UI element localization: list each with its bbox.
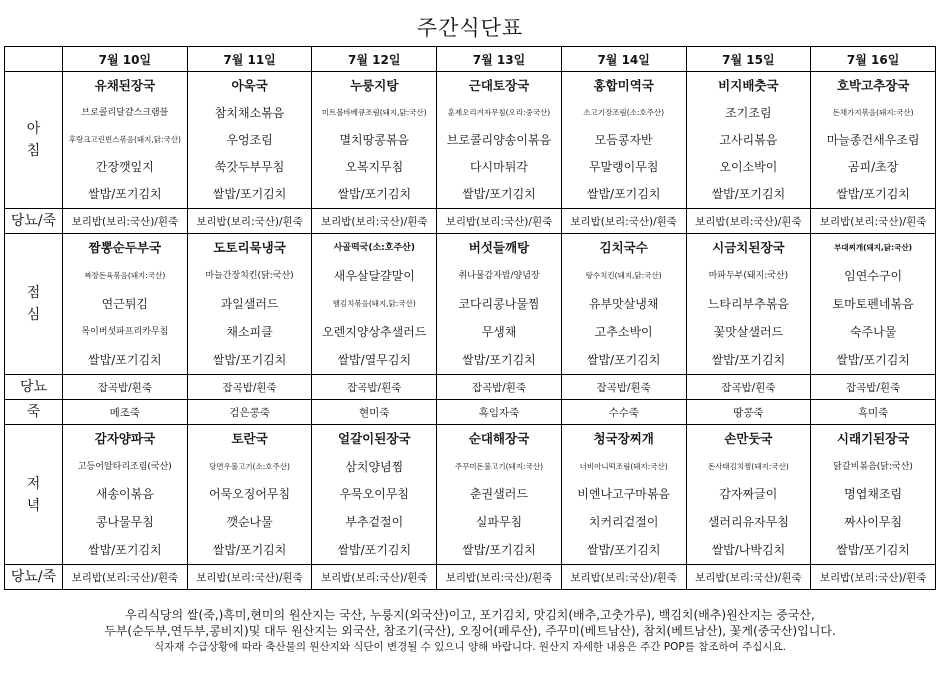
menu-item: 쌀밥/포기김치 bbox=[586, 543, 661, 558]
label-char: 심 bbox=[26, 307, 41, 323]
weekly-menu-table bbox=[4, 46, 936, 590]
menu-item: 모듬콩자반 bbox=[594, 132, 653, 147]
menu-item: 쌀밥/포기김치 bbox=[462, 353, 536, 367]
corner-cell bbox=[5, 47, 63, 72]
menu-item: 토마토펜네볶음 bbox=[832, 297, 914, 311]
main-dish: 얼갈이된장국 bbox=[338, 431, 411, 446]
dinner-porridge-label: 당뇨/죽 bbox=[5, 565, 63, 590]
breakfast-cell bbox=[561, 72, 686, 209]
menu-item: 쌀밥/포기김치 bbox=[212, 187, 287, 202]
menu-item: 오복지무침 bbox=[345, 160, 404, 175]
menu-item: 짜사이무침 bbox=[844, 515, 903, 530]
lunch-porridge-cell: 검은콩죽 bbox=[187, 400, 312, 425]
main-dish: 아욱국 bbox=[231, 78, 268, 93]
breakfast-porridge-cell: 보리밥(보리:국산)/흰죽 bbox=[811, 209, 936, 234]
menu-item: 쑥갓두부무침 bbox=[214, 160, 285, 175]
lunch-diabetic-cell: 잡곡밥/흰죽 bbox=[561, 375, 686, 400]
menu-item: 취나물감자밥/양념장 bbox=[458, 271, 540, 281]
lunch-diabetic-label: 당뇨 bbox=[5, 375, 63, 400]
lunch-porridge-cell: 흑임자죽 bbox=[437, 400, 562, 425]
menu-item: 쌀밥/포기김치 bbox=[586, 353, 661, 367]
lunch-porridge-cell: 수수죽 bbox=[561, 400, 686, 425]
menu-item: 무말랭이무침 bbox=[588, 160, 659, 175]
menu-item: 마늘간장치킨(닭:국산) bbox=[205, 271, 294, 281]
breakfast-porridge-cell: 보리밥(보리:국산)/흰죽 bbox=[63, 209, 188, 234]
menu-item: 후랑크고린빈스볶음(돼지,닭:국산) bbox=[68, 134, 181, 144]
dinner-porridge-cell: 보리밥(보리:국산)/흰죽 bbox=[312, 565, 437, 590]
menu-item: 쌀밥/포기김치 bbox=[88, 353, 162, 367]
day-header: 7월 14일 bbox=[561, 47, 686, 72]
menu-item: 소고기장조림(소:호주산) bbox=[583, 107, 665, 117]
label-char: 저 bbox=[26, 475, 41, 492]
main-dish: 시금치된장국 bbox=[712, 241, 785, 255]
menu-item: 임연수구이 bbox=[844, 269, 903, 283]
header-row bbox=[5, 47, 936, 72]
menu-item: 숙주나물 bbox=[849, 325, 897, 339]
day-header: 7월 11일 bbox=[187, 47, 312, 72]
dinner-label bbox=[5, 425, 63, 565]
dinner-porridge-cell: 보리밥(보리:국산)/흰죽 bbox=[686, 565, 811, 590]
menu-item: 비엔나고구마볶음 bbox=[577, 487, 671, 502]
lunch-porridge-cell: 메조죽 bbox=[63, 400, 188, 425]
main-dish: 홍합미역국 bbox=[593, 78, 654, 93]
menu-item: 쌀밥/열무김치 bbox=[337, 353, 412, 367]
label-char: 녁 bbox=[26, 497, 41, 514]
menu-item: 실파무침 bbox=[475, 515, 523, 530]
breakfast-porridge-cell: 보리밥(보리:국산)/흰죽 bbox=[437, 209, 562, 234]
menu-item: 오이소박이 bbox=[719, 160, 778, 175]
lunch-diabetic-row bbox=[5, 375, 936, 400]
menu-item: 쌀밥/포기김치 bbox=[711, 353, 786, 367]
breakfast-cell bbox=[63, 72, 188, 209]
menu-item: 무생채 bbox=[481, 325, 517, 339]
dinner-cell bbox=[561, 425, 686, 565]
lunch-cell bbox=[63, 234, 188, 375]
main-dish: 부대찌개(돼지,닭:국산) bbox=[834, 243, 913, 252]
main-dish: 사골떡국(소:호주산) bbox=[333, 243, 415, 253]
dinner-porridge-cell: 보리밥(보리:국산)/흰죽 bbox=[811, 565, 936, 590]
menu-item: 햄김치볶음(돼지,닭:국산) bbox=[332, 299, 416, 308]
breakfast-porridge-row bbox=[5, 209, 936, 234]
menu-item: 너비아니떡조림(돼지:국산) bbox=[579, 461, 668, 471]
main-dish: 순대해장국 bbox=[468, 431, 530, 446]
main-dish: 시래기된장국 bbox=[836, 431, 910, 446]
menu-item: 부추겉절이 bbox=[345, 515, 404, 530]
menu-item: 쌀밥/나박김치 bbox=[711, 543, 786, 558]
menu-item: 다시마튀각 bbox=[469, 160, 528, 175]
menu-item: 명엽채조림 bbox=[844, 487, 903, 502]
menu-item: 주꾸미돈불고기(돼지:국산) bbox=[454, 461, 543, 471]
main-dish: 김치국수 bbox=[599, 241, 648, 255]
menu-item: 브로콜리달걀스크램블 bbox=[81, 107, 169, 118]
breakfast-cell bbox=[187, 72, 312, 209]
origin-line-2: 두부(순두부,연두부,콩비지)및 대두 원산지는 외국산, 참조기(국산), 오징어(페루산), 주꾸미(베트남산), 참치(베트남산), 꽃게(중국산)입니다. bbox=[104, 624, 836, 638]
menu-item: 쌀밥/포기김치 bbox=[836, 353, 910, 367]
dinner-cell bbox=[312, 425, 437, 565]
menu-item: 쌀밥/포기김치 bbox=[711, 187, 786, 202]
main-dish: 손만둣국 bbox=[724, 431, 773, 446]
menu-item: 코다리콩나물찜 bbox=[458, 297, 540, 311]
breakfast-row bbox=[5, 72, 936, 209]
lunch-porridge-row bbox=[5, 400, 936, 425]
lunch-label bbox=[5, 234, 63, 375]
menu-item: 감자짜글이 bbox=[719, 487, 778, 502]
lunch-cell bbox=[561, 234, 686, 375]
breakfast-porridge-label: 당뇨/죽 bbox=[5, 209, 63, 234]
day-header: 7월 13일 bbox=[437, 47, 562, 72]
menu-item: 돈채가지볶음(돼지:국산) bbox=[832, 107, 914, 117]
lunch-diabetic-cell: 잡곡밥/흰죽 bbox=[686, 375, 811, 400]
lunch-row bbox=[5, 234, 936, 375]
menu-item: 우엉조림 bbox=[226, 132, 273, 147]
menu-item: 새송이볶음 bbox=[95, 487, 154, 502]
main-dish: 청국장찌개 bbox=[593, 431, 654, 446]
menu-item: 쌀밥/포기김치 bbox=[462, 543, 536, 558]
menu-item: 미트볼바베큐조림(돼지,닭:국산) bbox=[321, 107, 427, 117]
menu-item: 멸치땅콩볶음 bbox=[339, 132, 410, 147]
menu-item: 간장깻잎지 bbox=[95, 160, 154, 175]
dinner-cell bbox=[437, 425, 562, 565]
breakfast-porridge-cell: 보리밥(보리:국산)/흰죽 bbox=[561, 209, 686, 234]
lunch-porridge-cell: 땅콩죽 bbox=[686, 400, 811, 425]
menu-item: 마파두부(돼지:국산) bbox=[708, 271, 789, 281]
main-dish: 감자양파국 bbox=[94, 431, 156, 446]
menu-item: 쌀밥/포기김치 bbox=[462, 187, 536, 202]
menu-item: 꽃맛살샐러드 bbox=[713, 325, 784, 339]
main-dish: 비지배춧국 bbox=[718, 78, 779, 93]
dinner-cell bbox=[811, 425, 936, 565]
lunch-cell bbox=[312, 234, 437, 375]
menu-item: 유부맛살냉채 bbox=[588, 297, 659, 311]
main-dish: 짬뽕순두부국 bbox=[88, 241, 162, 255]
menu-item: 쌀밥/포기김치 bbox=[337, 543, 412, 558]
menu-item: 깻순나물 bbox=[226, 515, 273, 530]
main-dish: 근대토장국 bbox=[468, 78, 530, 93]
day-header: 7월 12일 bbox=[312, 47, 437, 72]
change-notice: 식자재 수급상황에 따라 축산물의 원산지와 식단이 변경될 수 있으니 양해 바랍니다. 원산지 자세한 내용은 주간 POP를 참조하여 주십시요. bbox=[153, 641, 787, 653]
lunch-cell bbox=[686, 234, 811, 375]
dinner-porridge-cell: 보리밥(보리:국산)/흰죽 bbox=[187, 565, 312, 590]
menu-item: 샐러리유자무침 bbox=[707, 515, 789, 530]
main-dish: 버섯들깨탕 bbox=[468, 241, 530, 255]
breakfast-label bbox=[5, 72, 63, 209]
menu-item: 참치채소볶음 bbox=[214, 105, 285, 120]
lunch-diabetic-cell: 잡곡밥/흰죽 bbox=[437, 375, 562, 400]
lunch-porridge-label: 죽 bbox=[5, 400, 63, 425]
menu-item: 어묵오징어무침 bbox=[208, 487, 291, 502]
dinner-cell bbox=[686, 425, 811, 565]
main-dish: 유채된장국 bbox=[94, 78, 156, 93]
breakfast-porridge-cell: 보리밥(보리:국산)/흰죽 bbox=[187, 209, 312, 234]
menu-item: 돈사태김치찜(돼지:국산) bbox=[707, 461, 789, 471]
menu-item: 탕수치킨(돼지,닭:국산) bbox=[585, 271, 662, 280]
menu-item: 고등어알타리조림(국산) bbox=[77, 461, 172, 472]
lunch-diabetic-cell: 잡곡밥/흰죽 bbox=[63, 375, 188, 400]
menu-item: 고추소박이 bbox=[594, 325, 653, 339]
menu-item: 우묵오이무침 bbox=[339, 487, 410, 502]
menu-item: 치커리겉절이 bbox=[588, 515, 659, 530]
lunch-cell bbox=[437, 234, 562, 375]
menu-item: 쌀밥/포기김치 bbox=[88, 543, 162, 558]
menu-item: 쌀밥/포기김치 bbox=[586, 187, 661, 202]
menu-item: 쌀밥/포기김치 bbox=[337, 187, 412, 202]
menu-item: 채소피클 bbox=[226, 325, 273, 339]
lunch-cell bbox=[811, 234, 936, 375]
menu-item: 고사리볶음 bbox=[719, 132, 778, 147]
menu-item: 훈제오리겨자무침(오리:중국산) bbox=[447, 107, 551, 117]
label-char: 점 bbox=[26, 285, 41, 301]
breakfast-porridge-cell: 보리밥(보리:국산)/흰죽 bbox=[312, 209, 437, 234]
menu-item: 목이버섯파프리카무침 bbox=[81, 327, 169, 337]
dinner-porridge-cell: 보리밥(보리:국산)/흰죽 bbox=[561, 565, 686, 590]
lunch-diabetic-cell: 잡곡밥/흰죽 bbox=[187, 375, 312, 400]
day-header: 7월 16일 bbox=[811, 47, 936, 72]
breakfast-cell bbox=[312, 72, 437, 209]
dinner-cell bbox=[63, 425, 188, 565]
menu-item: 쌀밥/포기김치 bbox=[212, 543, 287, 558]
lunch-porridge-cell: 흑미죽 bbox=[811, 400, 936, 425]
menu-item: 쌀밥/포기김치 bbox=[88, 187, 162, 202]
menu-item: 연근튀김 bbox=[101, 297, 149, 311]
menu-item: 브로콜리양송이볶음 bbox=[446, 132, 552, 147]
dinner-cell bbox=[187, 425, 312, 565]
dinner-porridge-cell: 보리밥(보리:국산)/흰죽 bbox=[437, 565, 562, 590]
dinner-porridge-row bbox=[5, 565, 936, 590]
origin-line-1: 우리식당의 쌀(죽,)흑미,현미의 원산지는 국산, 누룽지(외국산)이고, 포기김치, 맛김치(배추,고춧가루), 백김치(배추)원산지는 중국산, bbox=[125, 608, 815, 622]
menu-item: 과일샐러드 bbox=[220, 297, 279, 311]
menu-item: 오렌지양상추샐러드 bbox=[322, 325, 427, 339]
menu-item: 조기조림 bbox=[725, 105, 772, 120]
main-dish: 호박고추장국 bbox=[836, 78, 910, 93]
menu-item: 쌀밥/포기김치 bbox=[836, 187, 910, 202]
menu-item: 당면우불고기(소:호주산) bbox=[209, 461, 290, 471]
lunch-cell bbox=[187, 234, 312, 375]
menu-item: 쌀밥/포기김치 bbox=[212, 353, 287, 367]
day-header: 7월 10일 bbox=[63, 47, 188, 72]
origin-notice bbox=[0, 607, 940, 656]
breakfast-cell bbox=[811, 72, 936, 209]
label-char: 침 bbox=[26, 143, 41, 159]
lunch-diabetic-cell: 잡곡밥/흰죽 bbox=[312, 375, 437, 400]
breakfast-porridge-cell: 보리밥(보리:국산)/흰죽 bbox=[686, 209, 811, 234]
lunch-diabetic-cell: 잡곡밥/흰죽 bbox=[811, 375, 936, 400]
page-title: 주간식단표 bbox=[416, 16, 524, 40]
menu-item: 춘권샐러드 bbox=[469, 487, 528, 502]
main-dish: 누룽지탕 bbox=[350, 78, 399, 93]
lunch-porridge-cell: 현미죽 bbox=[312, 400, 437, 425]
menu-item: 콩나물무침 bbox=[95, 515, 154, 530]
menu-item: 곰피/초장 bbox=[847, 160, 899, 175]
menu-item: 새우살달걀말이 bbox=[333, 269, 415, 283]
label-char: 아 bbox=[26, 121, 41, 137]
breakfast-cell bbox=[437, 72, 562, 209]
main-dish: 토란국 bbox=[231, 431, 268, 446]
menu-item: 느타리부추볶음 bbox=[707, 297, 789, 311]
breakfast-cell bbox=[686, 72, 811, 209]
menu-item: 닭갈비볶음(닭:국산) bbox=[833, 461, 913, 472]
menu-item: 삼치양념찜 bbox=[345, 459, 404, 474]
menu-item: 마늘종건새우조림 bbox=[826, 132, 920, 147]
dinner-row bbox=[5, 425, 936, 565]
menu-item: 쌀밥/포기김치 bbox=[836, 543, 910, 558]
main-dish: 도토리묵냉국 bbox=[213, 241, 286, 255]
menu-item: 짜장돈육볶음(돼지:국산) bbox=[84, 271, 166, 280]
day-header: 7월 15일 bbox=[686, 47, 811, 72]
dinner-porridge-cell: 보리밥(보리:국산)/흰죽 bbox=[63, 565, 188, 590]
